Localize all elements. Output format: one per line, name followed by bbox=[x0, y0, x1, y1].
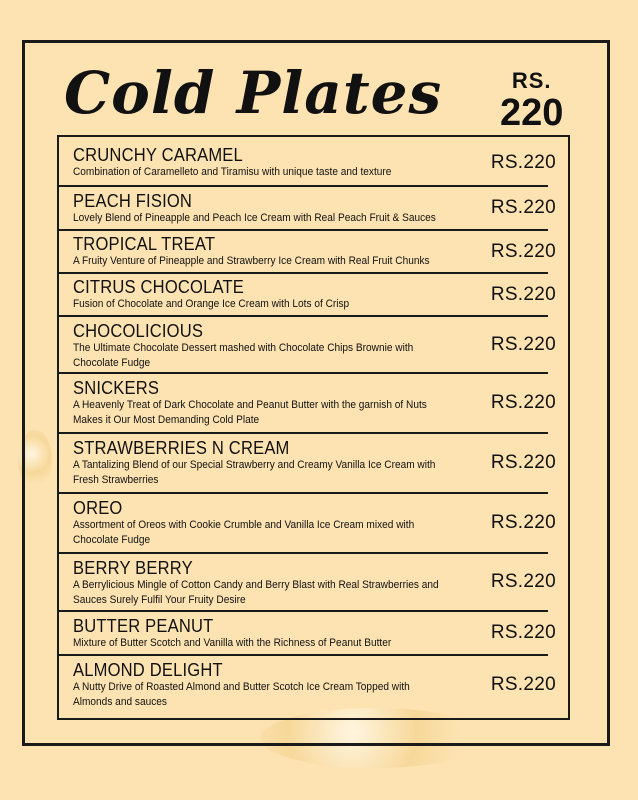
item-price: RS.220 bbox=[490, 512, 556, 533]
item-name: CHOCOLICIOUS bbox=[73, 321, 204, 341]
menu-list bbox=[59, 141, 568, 714]
item-name: PEACH FISION bbox=[73, 191, 193, 211]
item-price: RS.220 bbox=[490, 392, 556, 413]
header-price bbox=[500, 70, 563, 132]
item-description: Combination of Caramelleto and Tiramisu with unique taste and texture bbox=[73, 166, 392, 178]
menu-item-oreo bbox=[59, 494, 556, 554]
menu-item-crunchy-caramel bbox=[59, 141, 556, 187]
item-description: The Ultimate Chocolate Dessert mashed with Chocolate Chips Brownie with Chocolate Fudge bbox=[73, 342, 414, 369]
item-price: RS.220 bbox=[490, 674, 556, 695]
item-description: A Fruity Venture of Pineapple and Strawberry Ice Cream with Real Fruit Chunks bbox=[73, 255, 430, 267]
item-name: OREO bbox=[73, 498, 123, 518]
item-price: RS.220 bbox=[490, 240, 556, 262]
item-name: STRAWBERRIES N CREAM bbox=[73, 438, 290, 458]
item-name: BUTTER PEANUT bbox=[73, 616, 214, 636]
item-price: RS.220 bbox=[490, 622, 556, 643]
item-name: CITRUS CHOCOLATE bbox=[73, 277, 245, 297]
item-name: BERRY BERRY bbox=[73, 558, 193, 578]
menu-item-butter-peanut bbox=[59, 612, 556, 656]
item-name: ALMOND DELIGHT bbox=[73, 660, 223, 680]
menu-item-chocolicious bbox=[59, 317, 556, 374]
item-description: Lovely Blend of Pineapple and Peach Ice Cream with Real Peach Fruit & Sauces bbox=[73, 212, 436, 224]
menu-item-citrus-chocolate bbox=[59, 274, 556, 317]
header-price-amount: 220 bbox=[500, 92, 564, 134]
item-description: Fusion of Chocolate and Orange Ice Cream with Lots of Crisp bbox=[73, 298, 350, 310]
menu-item-tropical-treat bbox=[59, 231, 556, 274]
item-price: RS.220 bbox=[490, 197, 556, 218]
item-price: RS.220 bbox=[490, 333, 556, 355]
item-name: CRUNCHY CARAMEL bbox=[73, 145, 243, 165]
item-price: RS.220 bbox=[490, 571, 556, 592]
item-name: SNICKERS bbox=[73, 378, 160, 398]
header-price-prefix: RS. bbox=[511, 68, 552, 93]
menu-item-almond-delight bbox=[59, 656, 556, 714]
item-description: A Tantalizing Blend of our Special Strawberry and Creamy Vanilla Ice Cream with Fresh Strawberries bbox=[73, 459, 436, 486]
menu-box bbox=[57, 135, 570, 720]
item-price: RS.220 bbox=[490, 452, 556, 473]
menu-item-peach-fision bbox=[59, 187, 556, 231]
item-price: RS.220 bbox=[490, 152, 556, 173]
item-description: A Nutty Drive of Roasted Almond and Butter Scotch Ice Cream Topped with Almonds and sauces bbox=[73, 681, 410, 708]
item-description: A Heavenly Treat of Dark Chocolate and Peanut Butter with the garnish of Nuts Makes it Our Most Demanding Cold Plate bbox=[73, 399, 427, 426]
item-price: RS.220 bbox=[490, 283, 556, 305]
menu-item-snickers bbox=[59, 374, 556, 434]
item-name: TROPICAL TREAT bbox=[73, 234, 216, 254]
item-description: A Berrylicious Mingle of Cotton Candy and Berry Blast with Real Strawberries and Sauces Surely Fulfil Your Fruity Desire bbox=[73, 579, 439, 606]
menu-item-berry-berry bbox=[59, 554, 556, 612]
page-title: Cold Plates bbox=[64, 59, 443, 127]
menu-item-strawberries-n-cream bbox=[59, 434, 556, 494]
item-description: Mixture of Butter Scotch and Vanilla with the Richness of Peanut Butter bbox=[73, 637, 392, 649]
item-description: Assortment of Oreos with Cookie Crumble and Vanilla Ice Cream mixed with Chocolate Fudge bbox=[73, 519, 415, 546]
